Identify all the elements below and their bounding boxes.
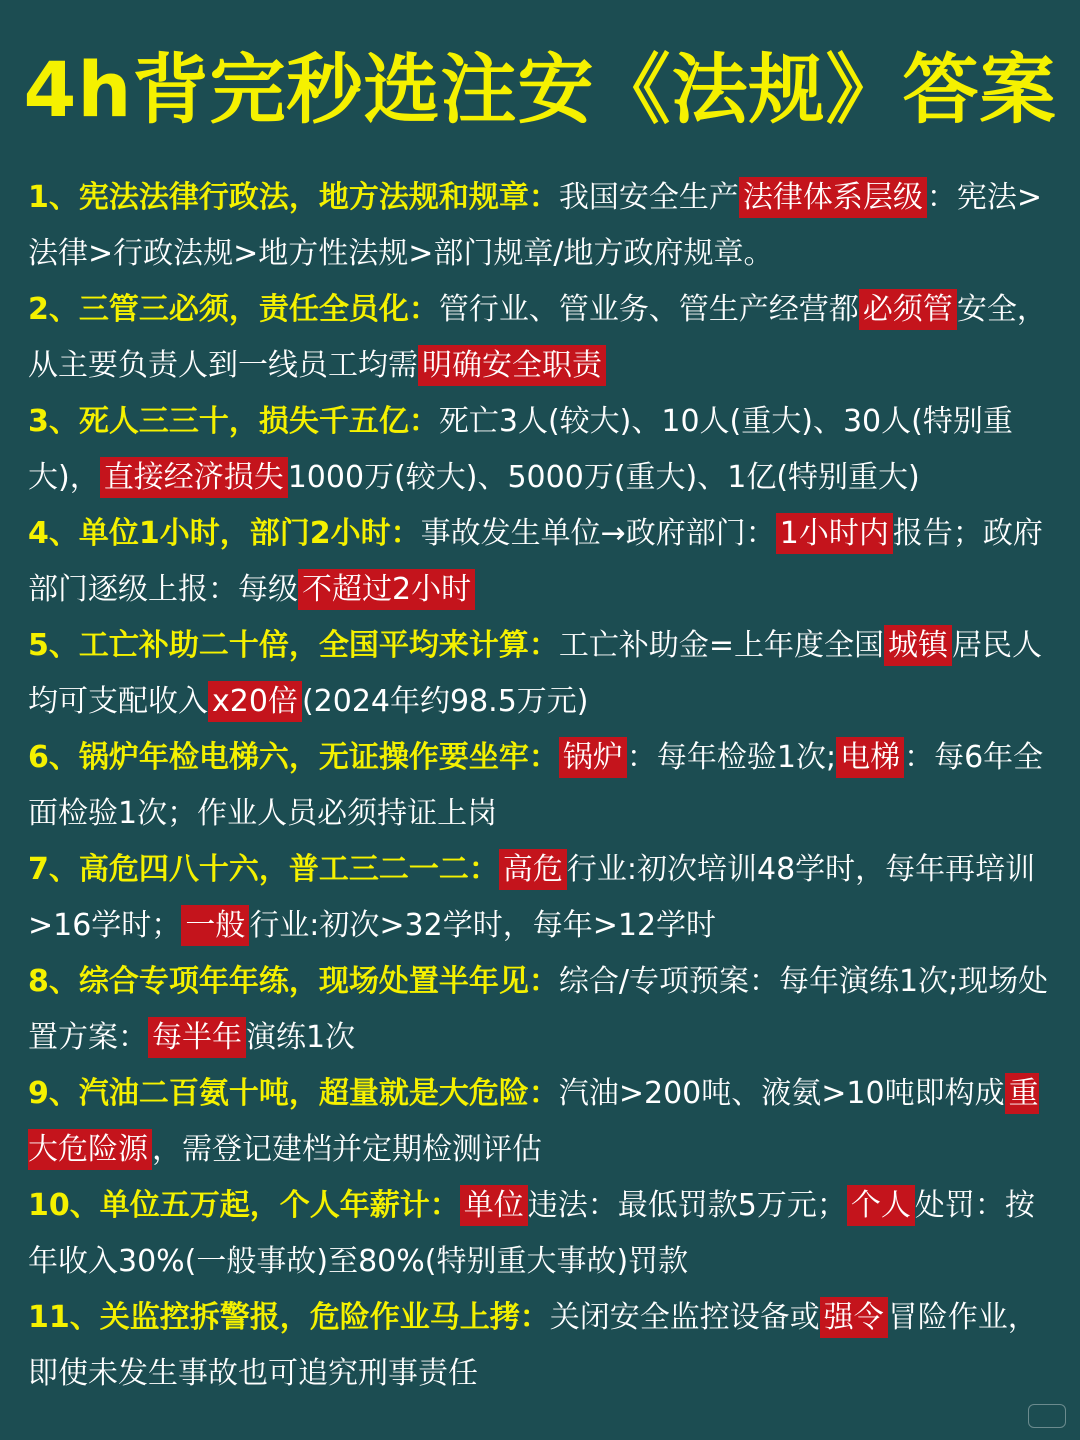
item-text: ：每年检验1次; xyxy=(626,740,837,775)
answer-list xyxy=(28,170,1058,1402)
highlight-text: 城镇 xyxy=(884,625,952,666)
highlight-text: 不超过2小时 xyxy=(298,569,475,610)
answer-item xyxy=(28,1178,1058,1290)
item-heading: 1、宪法法律行政法，地方法规和规章： xyxy=(28,180,559,215)
highlight-text: 强令 xyxy=(820,1297,888,1338)
item-text: 安全，从主要负责人到一线员工均需 xyxy=(28,292,1047,383)
item-text: 关闭安全监控设备或 xyxy=(549,1300,820,1335)
item-text: 工亡补助金=上年度全国 xyxy=(558,628,885,663)
item-text: 演练1次 xyxy=(246,1020,356,1055)
highlight-text: 1小时内 xyxy=(776,513,893,554)
answer-item xyxy=(28,282,1058,394)
watermark-logo xyxy=(1028,1404,1066,1428)
item-heading: 3、死人三三十，损失千五亿： xyxy=(28,404,439,439)
highlight-text: 明确安全职责 xyxy=(418,345,606,386)
item-text: ，需登记建档并定期检测评估 xyxy=(152,1132,542,1167)
item-heading: 10、单位五万起，个人年薪计： xyxy=(28,1188,460,1223)
item-heading: 5、工亡补助二十倍，全国平均来计算： xyxy=(28,628,559,663)
highlight-text: x20倍 xyxy=(208,681,302,722)
item-heading: 9、汽油二百氨十吨，超量就是大危险： xyxy=(28,1076,559,1111)
item-text: ：每6年全面检验1次；作业人员必须持证上岗 xyxy=(28,740,1044,831)
answer-item xyxy=(28,618,1058,730)
highlight-text: 法律体系层级 xyxy=(739,177,927,218)
highlight-text: 重大危险源 xyxy=(28,1073,1039,1170)
item-heading: 6、锅炉年检电梯六，无证操作要坐牢： xyxy=(28,740,559,775)
item-text: 事故发生单位→政府部门： xyxy=(420,516,776,551)
answer-item xyxy=(28,842,1058,954)
answer-item xyxy=(28,170,1058,282)
item-text: (2024年约98.5万元) xyxy=(301,684,589,719)
item-text: 违法：最低罚款5万元； xyxy=(527,1188,847,1223)
item-text: 我国安全生产 xyxy=(558,180,739,215)
highlight-text: 锅炉 xyxy=(559,737,627,778)
highlight-text: 个人 xyxy=(847,1185,915,1226)
answer-item xyxy=(28,954,1058,1066)
answer-item xyxy=(28,730,1058,842)
item-heading: 2、三管三必须，责任全员化： xyxy=(28,292,439,327)
highlight-text: 高危 xyxy=(499,849,567,890)
answer-item xyxy=(28,506,1058,618)
item-text: 1000万(较大)、5000万(重大)、1亿(特别重大) xyxy=(287,460,920,495)
item-text: ：宪法>法律>行政法规>地方性法规>部门规章/地方政府规章。 xyxy=(28,180,1043,271)
highlight-text: 直接经济损失 xyxy=(100,457,288,498)
item-heading: 8、综合专项年年练，现场处置半年见： xyxy=(28,964,559,999)
item-heading: 7、高危四八十六，普工三二一二： xyxy=(28,852,499,887)
item-text: 行业:初次培训48学时，每年再培训>16学时； xyxy=(28,852,1036,943)
item-text: 居民人均可支配收入 xyxy=(28,628,1043,719)
item-text: 死亡3人(较大)、10人(重大)、30人(特别重大)， xyxy=(28,404,1013,495)
item-text: 报告；政府部门逐级上报：每级 xyxy=(28,516,1043,607)
page-title: 4h背完秒选注安《法规》答案 xyxy=(23,45,1057,134)
highlight-text: 单位 xyxy=(460,1185,528,1226)
item-heading: 4、单位1小时，部门2小时： xyxy=(28,516,421,551)
item-text: 汽油>200吨、液氨>10吨即构成 xyxy=(558,1076,1005,1111)
item-heading: 11、关监控拆警报，危险作业马上拷： xyxy=(28,1300,550,1335)
answer-item xyxy=(28,1066,1058,1178)
item-text: 处罚：按年收入30%(一般事故)至80%(特别重大事故)罚款 xyxy=(28,1188,1035,1279)
item-text: 行业:初次>32学时，每年>12学时 xyxy=(249,908,717,943)
item-text: 冒险作业，即使未发生事故也可追究刑事责任 xyxy=(28,1300,1038,1391)
item-text: 综合/专项预案：每年演练1次;现场处置方案： xyxy=(28,964,1049,1055)
highlight-text: 每半年 xyxy=(148,1017,246,1058)
answer-item xyxy=(28,394,1058,506)
highlight-text: 必须管 xyxy=(859,289,957,330)
item-text: 管行业、管业务、管生产经营都 xyxy=(438,292,859,327)
highlight-text: 一般 xyxy=(181,905,249,946)
highlight-text: 电梯 xyxy=(836,737,904,778)
answer-item xyxy=(28,1290,1058,1402)
